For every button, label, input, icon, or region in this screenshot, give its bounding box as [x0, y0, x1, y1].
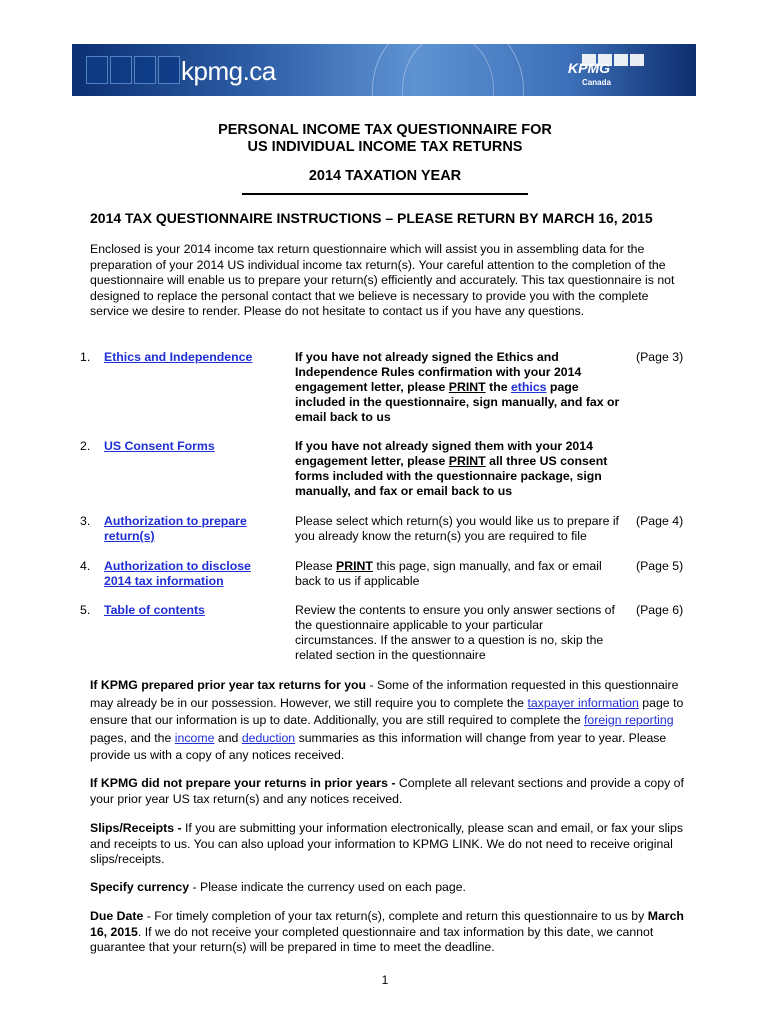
- us-consent-forms-link[interactable]: US Consent Forms: [104, 439, 215, 453]
- slips-paragraph: Slips/Receipts - If you are submitting your information electronically, please scan and email, or fax your slips and receipts to us. You can also upload your information to KPMG LINK. We do not need to receive original slips/receipts.: [90, 821, 684, 866]
- kpmg-logo: [568, 54, 684, 90]
- item-page: (Page 3): [636, 350, 684, 364]
- item-page: (Page 5): [636, 559, 684, 573]
- logo-country: Canada: [582, 78, 611, 87]
- title-divider: [242, 193, 528, 195]
- item-description: Review the contents to ensure you only answer sections of the questionnaire applicable to your particular circumstances. If the answer to a question is no, skip the related section in the questionnaire: [295, 603, 615, 662]
- item-number: 3.: [80, 514, 91, 528]
- item-number: 1.: [80, 350, 91, 364]
- item-description: If you have not already signed them with your 2014 engagement letter, please PRINT all three US consent forms included with the questionnaire package, sign manually, and fax or email back to us: [295, 439, 608, 498]
- item-page: (Page 6): [636, 603, 684, 617]
- authorization-disclose-link[interactable]: Authorization to disclose 2014 tax information: [104, 559, 251, 588]
- banner-decoration: [86, 56, 108, 84]
- ethics-link[interactable]: Ethics and Independence: [104, 350, 253, 364]
- item-page: (Page 4): [636, 514, 684, 528]
- currency-paragraph: Specify currency - Please indicate the currency used on each page.: [90, 880, 466, 894]
- item-number: 4.: [80, 559, 91, 573]
- banner-decoration: [158, 56, 180, 84]
- foreign-reporting-link[interactable]: foreign reporting: [583, 713, 674, 727]
- item-description: If you have not already signed the Ethics and Independence Rules confirmation with your 2014 engagement letter, please PRINT the ethics page included in the questionnaire, sign manually, and fax or email back to us: [295, 350, 620, 424]
- item-number: 5.: [80, 603, 91, 617]
- page-title-line1: PERSONAL INCOME TAX QUESTIONNAIRE FOR: [218, 122, 552, 138]
- income-link[interactable]: income: [174, 730, 215, 745]
- item-number: 2.: [80, 439, 91, 453]
- logo-brand: KPMG: [568, 60, 610, 76]
- taxpayer-information-link[interactable]: taxpayer information: [527, 695, 639, 710]
- table-of-contents-link[interactable]: Table of contents: [104, 603, 205, 617]
- header-banner: [72, 44, 696, 96]
- prior-kpmg-paragraph: If KPMG prepared prior year tax returns for you - Some of the information requested in this questionnaire may already be in our possession. However, we still require you to complete the taxpayer information page to ensure that our information is up to date. Additionally, you are still required to complete the foreign reporting pages, and the income and deduction summaries as this information will change from year to year. Please provide us with a copy of any notices received.: [90, 678, 684, 762]
- instructions-heading: 2014 TAX QUESTIONNAIRE INSTRUCTIONS – PLEASE RETURN BY MARCH 16, 2015: [90, 210, 653, 226]
- page-number: 1: [381, 973, 389, 987]
- due-date-paragraph: Due Date - For timely completion of your tax return(s), complete and return this questionnaire to us by March 16, 2015. If we do not receive your completed questionnaire and tax information by this date, we cannot guarantee that your return(s) will be prepared in time to meet the deadline.: [90, 909, 684, 954]
- deduction-link[interactable]: deduction: [241, 730, 296, 745]
- banner-decoration: [110, 56, 132, 84]
- item-description: Please select which return(s) you would like us to prepare if you already know the return(s) you are required to file: [295, 514, 619, 543]
- taxation-year: 2014 TAXATION YEAR: [308, 168, 462, 184]
- site-name: kpmg.ca: [181, 56, 276, 86]
- not-prior-paragraph: If KPMG did not prepare your returns in prior years - Complete all relevant sections and provide a copy of your prior year US tax return(s) and any notices received.: [90, 776, 684, 806]
- banner-decoration: [134, 56, 156, 84]
- instructions-body: Enclosed is your 2014 income tax return questionnaire which will assist you in assembling data for the preparation of your 2014 US individual income tax return(s). Your careful attention to the completion of the questionnaire will enable us to prepare your return(s) efficiently and accurately. This tax questionnaire is not designed to replace the personal contact that we believe is necessary to provide you with the complete service we desire to render. Please do not hesitate to contact us if you have any questions.: [90, 242, 675, 318]
- page-title-line2: US INDIVIDUAL INCOME TAX RETURNS: [247, 139, 523, 155]
- globe-graphic: [402, 44, 494, 96]
- item-description: Please PRINT this page, sign manually, and fax or email back to us if applicable: [295, 559, 602, 588]
- authorization-prepare-link[interactable]: Authorization to prepare return(s): [104, 514, 247, 543]
- ethics-inline-link[interactable]: ethics: [510, 380, 547, 394]
